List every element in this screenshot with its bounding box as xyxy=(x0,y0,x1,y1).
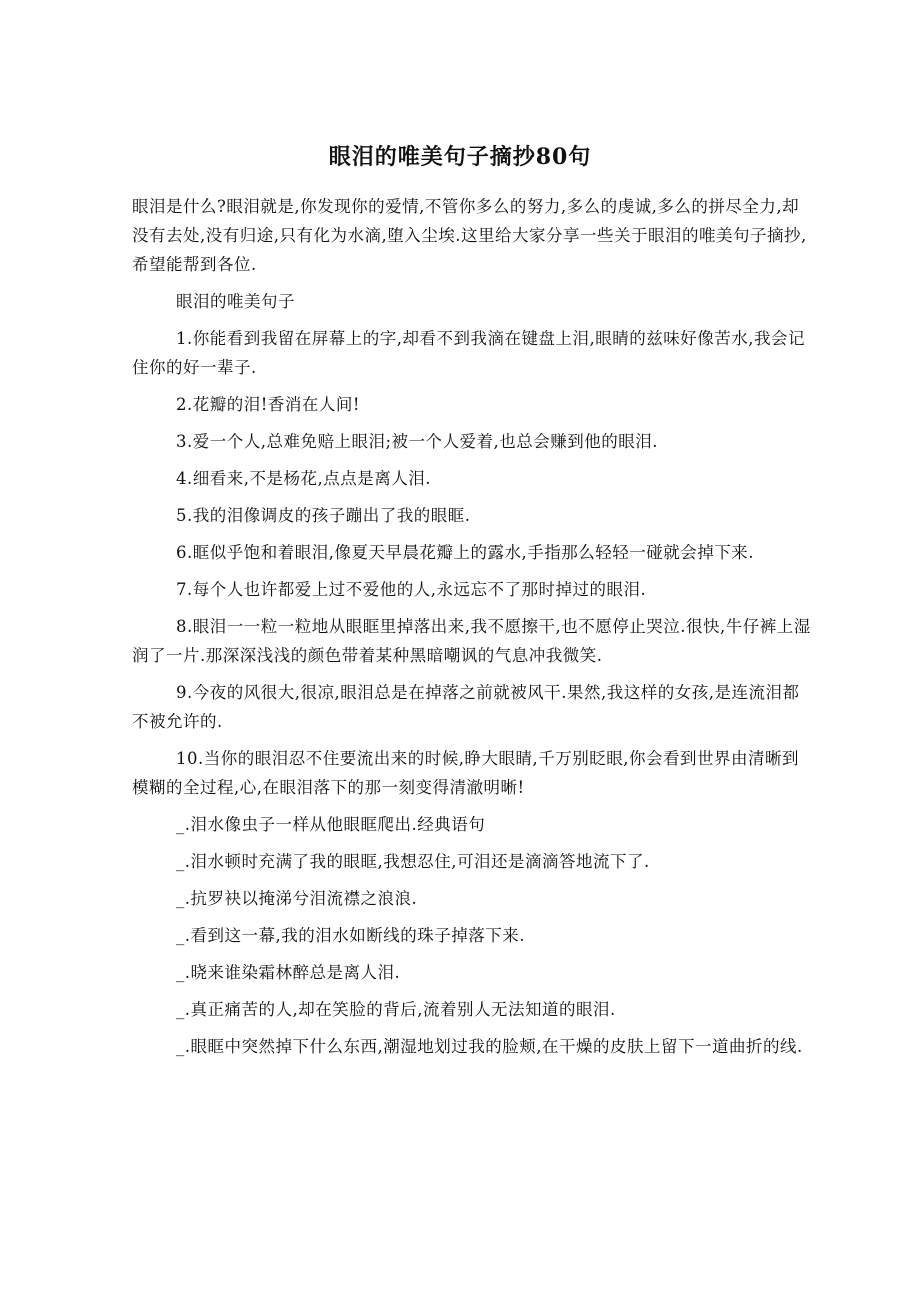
sentence-item: _.抗罗袂以掩涕兮泪流襟之浪浪. xyxy=(176,889,418,908)
sentence-item: _.看到这一幕,我的泪水如断线的珠子掉落下来. xyxy=(176,926,525,945)
section-heading: 眼泪的唯美句子 xyxy=(176,292,295,311)
sentence-item: 6.眶似乎饱和着眼泪,像夏天早晨花瓣上的露水,手指那么轻轻一碰就会掉下来. xyxy=(176,543,754,562)
sentence-item: _.泪水像虫子一样从他眼眶爬出.经典语句 xyxy=(176,815,486,834)
sentence-item: 2.花瓣的泪!香消在人间! xyxy=(176,395,361,414)
sentence-item: 10.当你的眼泪忍不住要流出来的时候,睁大眼睛,千万别眨眼,你会看到世界由清晰到模糊的全过程,心,在眼泪落下的那一刻变得清澈明晰! xyxy=(132,749,799,797)
document-title: 眼泪的唯美句子摘抄80句 xyxy=(328,144,592,170)
sentence-item: _.真正痛苦的人,却在笑脸的背后,流着别人无法知道的眼泪. xyxy=(176,1000,616,1019)
document-page xyxy=(132,140,812,1069)
intro-paragraph: 眼泪是什么?眼泪就是,你发现你的爱情,不管你多么的努力,多么的虔诚,多么的拼尽全力,却没有去处,没有归途,只有化为水滴,堕入尘埃.这里给大家分享一些关于眼泪的唯美句子摘抄,希望能帮到各位. xyxy=(132,197,807,274)
sentence-item: 7.每个人也许都爱上过不爱他的人,永远忘不了那时掉过的眼泪. xyxy=(176,580,647,599)
sentence-item: _.晓来谁染霜林醉总是离人泪. xyxy=(176,963,401,982)
sentence-item: 4.细看来,不是杨花,点点是离人泪. xyxy=(176,469,431,488)
sentence-item: 1.你能看到我留在屏幕上的字,却看不到我滴在键盘上泪,眼睛的兹味好像苦水,我会记住你的好一辈子. xyxy=(132,329,805,377)
sentence-item: _.眼眶中突然掉下什么东西,潮湿地划过我的脸颊,在干燥的皮肤上留下一道曲折的线. xyxy=(176,1037,803,1056)
sentence-item: 3.爱一个人,总难免赔上眼泪;被一个人爱着,也总会赚到他的眼泪. xyxy=(176,432,659,451)
sentence-item: 9.今夜的风很大,很凉,眼泪总是在掉落之前就被风干.果然,我这样的女孩,是连流泪都不被允许的. xyxy=(132,683,800,731)
sentence-item: 8.眼泪一一粒一粒地从眼眶里掉落出来,我不愿擦干,也不愿停止哭泣.很快,牛仔裤上湿润了一片.那深深浅浅的颜色带着某种黑暗嘲讽的气息冲我微笑. xyxy=(132,617,811,665)
sentence-item: 5.我的泪像调皮的孩子蹦出了我的眼眶. xyxy=(176,506,471,525)
sentence-item: _.泪水顿时充满了我的眼眶,我想忍住,可泪还是滴滴答地流下了. xyxy=(176,852,650,871)
